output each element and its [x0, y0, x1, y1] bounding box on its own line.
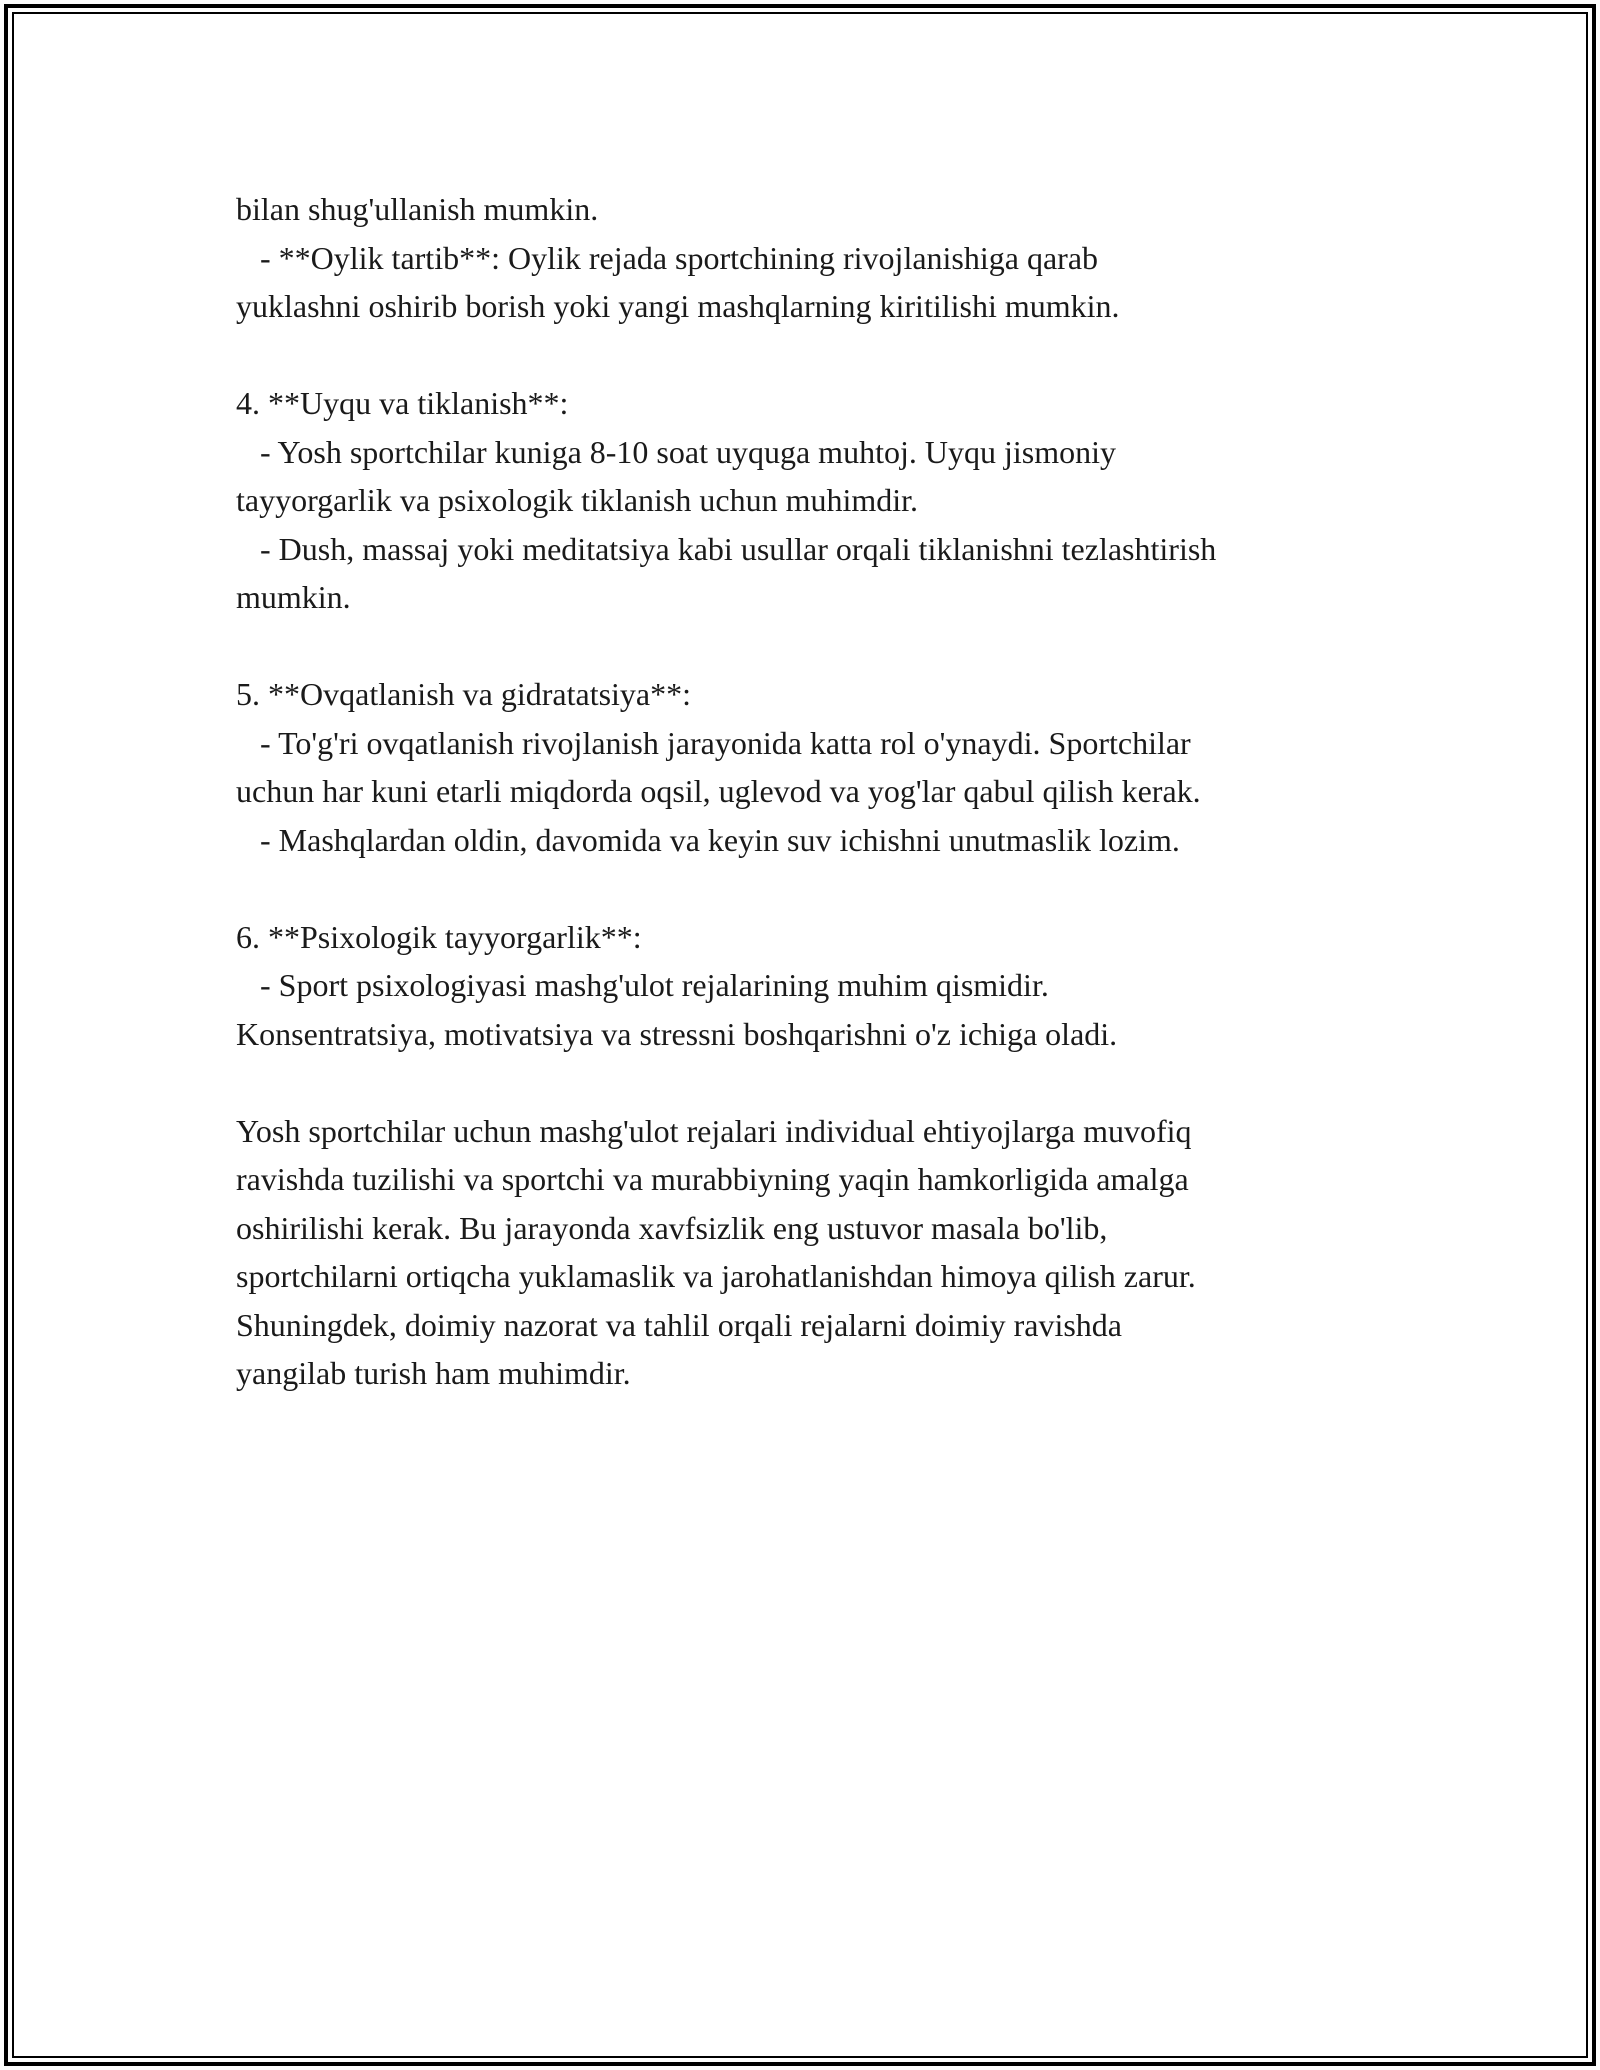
text-line: - Dush, massaj yoki meditatsiya kabi usullar orqali tiklanishni tezlashtirish	[236, 530, 1217, 567]
text-line: - Sport psixologiyasi mashg'ulot rejalarining muhim qismidir.	[236, 967, 1049, 1003]
text-line: yuklashni oshirib borish yoki yangi mashqlarning kiritilishi mumkin.	[236, 288, 1120, 324]
section-psychological-prep	[236, 913, 1436, 1059]
text-line: Yosh sportchilar uchun mashg'ulot rejalari individual ehtiyojlarga muvofiq	[236, 1112, 1192, 1149]
section-heading: 5. **Ovqatlanish va gidratatsiya**:	[236, 676, 692, 712]
section-sleep-recovery	[236, 379, 1436, 622]
text-line: Shuningdek, doimiy nazorat va tahlil orqali rejalarni doimiy ravishda	[236, 1306, 1122, 1343]
text-line: - To'g'ri ovqatlanish rivojlanish jarayonida katta rol o'ynaydi. Sportchilar	[236, 724, 1191, 761]
text-line: yangilab turish ham muhimdir.	[236, 1355, 631, 1391]
paragraph-gap	[236, 864, 1436, 913]
text-line: - **Oylik tartib**: Oylik rejada sportchining rivojlanishiga qarab	[236, 239, 1099, 276]
text-line: uchun har kuni etarli miqdorda oqsil, uglevod va yog'lar qabul qilish kerak.	[236, 773, 1201, 809]
text-line: Konsentratsiya, motivatsiya va stressni boshqarishni o'z ichiga oladi.	[236, 1015, 1118, 1052]
paragraph-gap	[236, 331, 1436, 380]
document-body	[236, 185, 1436, 1398]
section-heading: 6. **Psixologik tayyorgarlik**:	[236, 918, 642, 955]
text-line: - Mashqlardan oldin, davomida va keyin suv ichishni unutmaslik lozim.	[236, 821, 1180, 858]
text-line: oshirilishi kerak. Bu jarayonda xavfsizlik eng ustuvor masala bo'lib,	[236, 1209, 1108, 1246]
paragraph-continuation	[236, 185, 1436, 331]
text-line: - Yosh sportchilar kuniga 8-10 soat uyquga muhtoj. Uyqu jismoniy	[236, 433, 1116, 470]
section-nutrition-hydration	[236, 670, 1436, 864]
paragraph-gap	[236, 622, 1436, 671]
text-line: sportchilarni ortiqcha yuklamaslik va jarohatlanishdan himoya qilish zarur.	[236, 1258, 1196, 1294]
text-line: tayyorgarlik va psixologik tiklanish uchun muhimdir.	[236, 482, 919, 518]
paragraph-gap	[236, 1058, 1436, 1107]
text-line: ravishda tuzilishi va sportchi va murabbiyning yaqin hamkorligida amalga	[236, 1161, 1189, 1197]
text-line: bilan shug'ullanish mumkin.	[236, 191, 599, 227]
text-line: mumkin.	[236, 579, 351, 615]
conclusion-paragraph	[236, 1107, 1436, 1398]
section-heading: 4. **Uyqu va tiklanish**:	[236, 385, 569, 421]
